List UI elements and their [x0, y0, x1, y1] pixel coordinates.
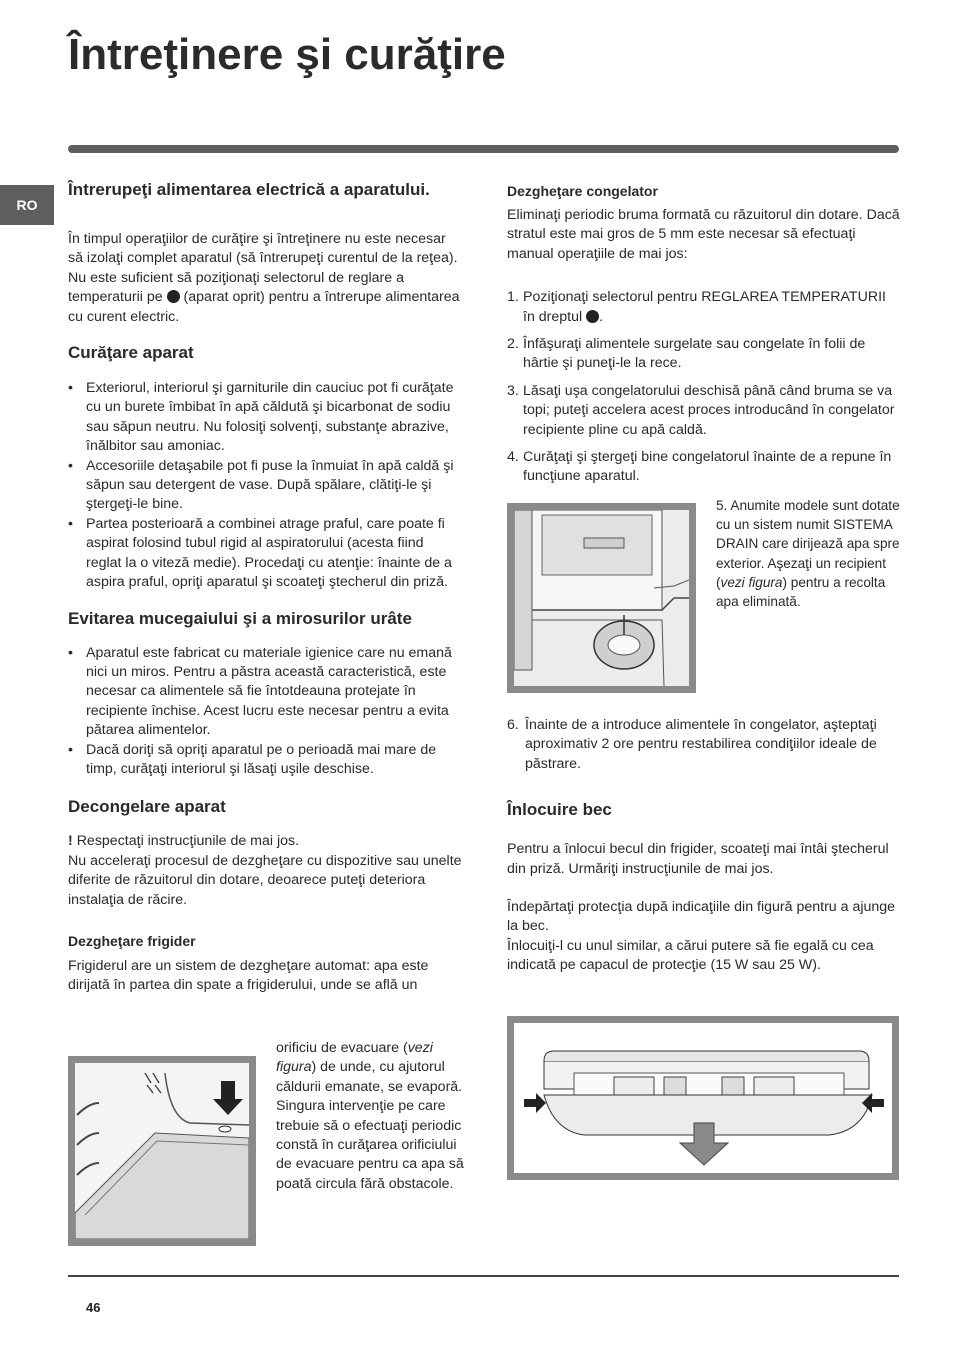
list-item: • Partea posterioară a combinei atrage praful, care poate fi aspirat folosind tubul rigid al aspiratorului (acesta fiind reglat la o viteză medie). Procedaţi cu atenţie: înainte de a aspira praful, opriţi aparatul şi scoateţi ştecherul din priză. — [68, 515, 462, 593]
list-item: • Accesoriile detaşabile pot fi puse la înmuiat în apă caldă şi săpun sau detergent de vase. După spălare, clătiţi-le şi ştergeţi-le bine. — [68, 457, 462, 515]
section-heading-mold: Evitarea mucegaiului şi a mirosurilor urâte — [68, 608, 412, 628]
fridge-defrost-side-text: orificiu de evacuare (vezi figura) de unde, cu ajutorul căldurii emanate, se evaporă. Singura intervenţie pe care trebuie să o efectuaţi periodic constă în curăţarea orificiului de evacuare pentru ca apa să poată circula fără obstacole. — [276, 1040, 464, 1192]
mold-list — [68, 644, 462, 780]
step6-block — [507, 716, 901, 976]
freezer-drain-illustration — [514, 510, 689, 686]
bulb-cover-figure — [507, 1016, 899, 1180]
step-item: 3. Lăsaţi uşa congelatorului deschisă până când bruma se va topi; puteţi accelera acest proces introducând în congelator recipiente pline cu apă caldă. — [507, 382, 895, 438]
bulb-cover-illustration — [514, 1023, 892, 1173]
paragraph-power-2: Nu este suficient să poziţionaţi selectorul de reglare a temperaturii pe (aparat oprit) pentru a întrerupe alimentarea cu curent electric. — [68, 269, 460, 325]
paragraph-defrost: Nu acceleraţi procesul de dezgheţare cu dispozitive sau unelte diferite de răzuitorul din dotare, deoarece puteţi deteriora instalaţia de răcire. — [68, 852, 462, 908]
cleaning-list — [68, 379, 462, 592]
list-item: • Exteriorul, interiorul şi garniturile din cauciuc pot fi curăţate cu un burete îmbibat în apă căldută şi bicarbonat de sodiu sau săpun neutru. Nu folosiţi solvenţi, substanţe abrazive, înălbitor sau amoniac. — [68, 379, 462, 457]
off-position-icon — [586, 310, 599, 323]
section-heading-defrost: Decongelare aparat — [68, 797, 226, 817]
left-column — [68, 180, 462, 996]
paragraph-bulb-2: Îndepărtaţi protecţia după indicaţiile din figură pentru a ajunge la bec. — [507, 899, 896, 935]
paragraph-power-1: În timpul operaţiilor de curăţire şi întreţinere nu este necesar să izolaţi complet aparatul (să întrerupeţi curentul de la reţea). — [68, 231, 458, 267]
step5-text: 5. Anumite modele sunt dotate cu un sistem numit SISTEMA DRAIN care dirijează apa spre exterior. Aşezaţi un recipient (vezi figura) pentru a recolta apa eliminată. — [716, 498, 900, 610]
step-item: 6. Înainte de a introduce alimentele în congelator, aşteptaţi aproximativ 2 ore pentru restabilirea condiţiilor ideale de păstrare. — [507, 717, 877, 772]
fridge-drain-illustration — [75, 1063, 249, 1239]
step-item: 1. Poziţionaţi selectorul pentru REGLAREA TEMPERATURII în dreptul . — [507, 289, 886, 325]
off-position-icon — [167, 290, 180, 303]
section-heading-bulb: Înlocuire bec — [507, 800, 612, 820]
list-item: • Dacă doriţi să opriţi aparatul pe o perioadă mai mare de timp, curăţaţi interiorul şi lăsaţi uşile deschise. — [68, 741, 462, 780]
paragraph-fridge-defrost: Frigiderul are un sistem de dezgheţare automat: apa este dirijată în partea din spate a frigiderului, unde se află un — [68, 957, 429, 994]
section-heading-freezer-defrost: Dezgheţare congelator — [507, 183, 658, 199]
footer-divider — [68, 1275, 899, 1277]
freezer-steps — [507, 288, 901, 487]
page-number: 46 — [86, 1300, 101, 1315]
paragraph-freezer-defrost: Eliminaţi periodic bruma formată cu răzuitorul din dotare. Dacă stratul este mai gros de 5 mm este necesar să efectuaţi manual operaţiile de mai jos: — [507, 207, 900, 262]
fridge-drain-figure — [68, 1056, 256, 1246]
right-column — [507, 182, 901, 495]
step-item: 2. Înfăşuraţi alimentele surgelate sau congelate în folii de hârtie şi puneţi-le la rece. — [507, 336, 866, 372]
warning-note: ! Respectaţi instrucţiunile de mai jos. — [68, 833, 300, 850]
warning-mark: ! — [68, 833, 73, 850]
freezer-step-6 — [507, 716, 901, 774]
freezer-drain-figure — [507, 503, 696, 693]
paragraph-bulb-3: Înlocuiţi-l cu unul similar, a cărui putere să fie egală cu cea indicată pe capacul de protecţie (15 W sau 25 W). — [507, 937, 874, 974]
list-item: • Aparatul este fabricat cu materiale igienice care nu emană nici un miros. Pentru a păstra această caracteristică, este necesar ca alimentele să fie întotdeauna protejate în recipiente închise. Acest lucru este necesar pentru a evita pătarea alimentelor. — [68, 644, 462, 741]
section-heading-power: Întrerupeţi alimentarea electrică a aparatului. — [68, 180, 430, 199]
section-heading-cleaning: Curăţare aparat — [68, 343, 194, 363]
language-tab: RO — [0, 185, 54, 225]
page-title: Întreţinere şi curăţire — [68, 30, 506, 79]
section-heading-fridge-defrost: Dezgheţare frigider — [68, 932, 196, 949]
paragraph-bulb-1: Pentru a înlocui becul din frigider, scoateţi mai întâi ştecherul din priză. Urmăriţi instrucţiunile de mai jos. — [507, 841, 889, 877]
step-item: 4. Curăţaţi şi ştergeţi bine congelatorul înainte de a repune în funcţiune aparatul. — [507, 449, 892, 485]
header-divider — [68, 145, 899, 153]
